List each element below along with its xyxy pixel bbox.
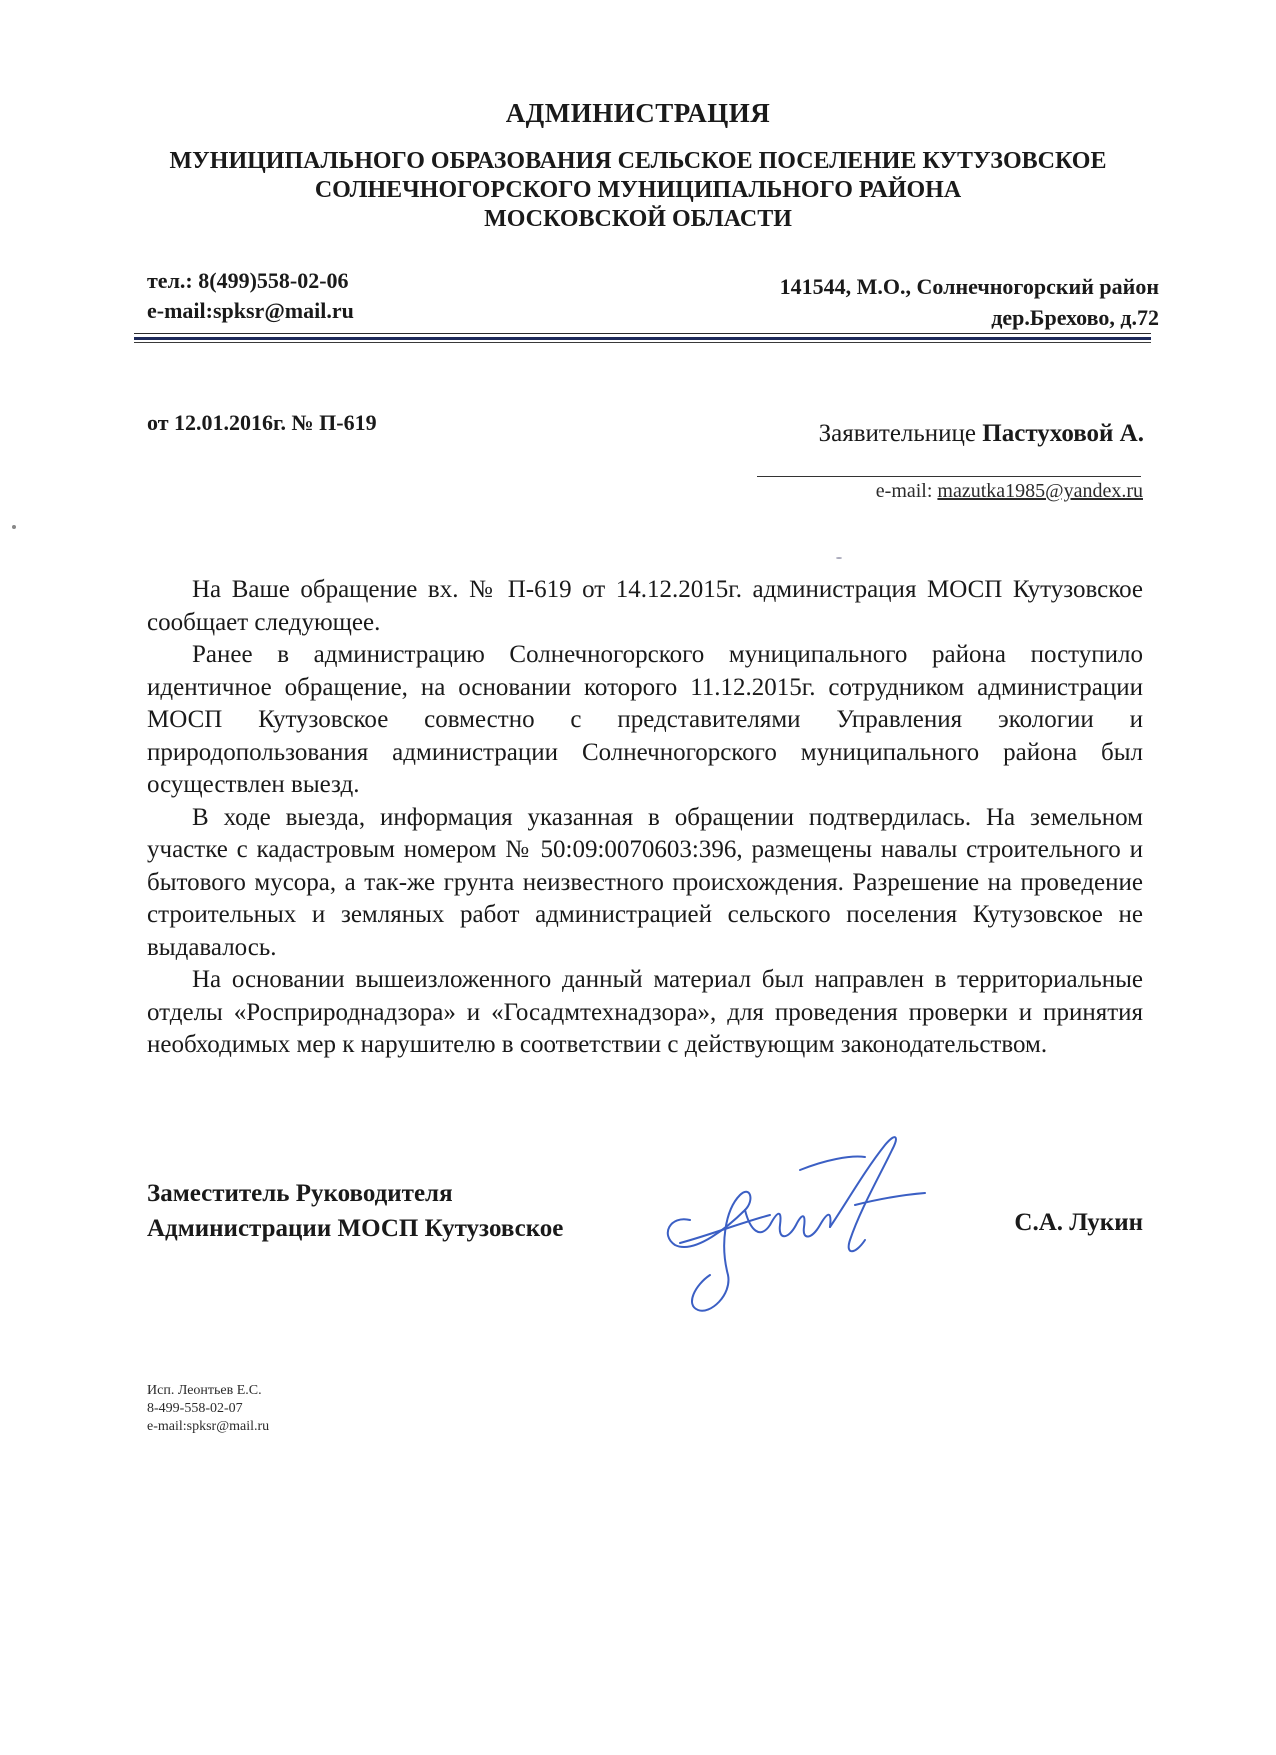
body-paragraph-3: В ходе выезда, информация указанная в обращении подтвердилась. На земельном участке с кадастровым номером № 50:09:0070603:396, размещены навалы строительного и бытового мусора, а так-же грунта неизвестного происхождения. Разрешение на проведение строительных и земляных работ администрацией сельского поселения Кутузовское не выдавалось. [147, 803, 1143, 961]
addressee-email-label: e-mail: [875, 480, 938, 502]
addressee [819, 420, 1144, 448]
letterhead-line-3: МОСКОВСКОЙ ОБЛАСТИ [484, 206, 792, 232]
email-text: e-mail:spksr@mail.ru [147, 298, 354, 323]
handwritten-signature [650, 1115, 950, 1345]
signatory-name: С.А. Лукин [1014, 1209, 1143, 1236]
letterhead-line-2: СОЛНЕЧНОГОРСКОГО МУНИЦИПАЛЬНОГО РАЙОНА [314, 177, 962, 203]
addressee-underline [757, 476, 1141, 477]
signatory-title [147, 1176, 563, 1246]
phone-text: тел.: 8(499)558-02-06 [147, 268, 349, 293]
outgoing-number: от 12.01.2016г. № П-619 [147, 410, 377, 435]
body-paragraph-4: На основании вышеизложенного данный материал был направлен в территориальные отделы «Росприроднадзора» и «Госадмтехнадзора», для проведения проверки и принятия необходимых мер к нарушителю в соответствии с действующим законодательством. [147, 966, 1143, 1058]
address-line-1: 141544, М.О., Солнечногорский район [779, 274, 1159, 299]
executor-block [147, 1382, 269, 1436]
letterhead-title: АДМИНИСТРАЦИЯ [505, 98, 771, 128]
header-divider-top [134, 333, 1151, 334]
signatory-title-line-2: Администрации МОСП Кутузовское [147, 1215, 564, 1242]
address-line-2: дер.Брехово, д.72 [991, 305, 1159, 330]
executor-name: Исп. Леонтьев Е.С. [147, 1383, 262, 1398]
letterhead [0, 98, 1276, 234]
scan-speck [12, 525, 16, 529]
contacts-right [780, 271, 1159, 333]
header-divider-main [134, 337, 1151, 340]
executor-email: e-mail:spksr@mail.ru [147, 1419, 270, 1434]
signatory-title-line-1: Заместитель Руководителя [147, 1180, 453, 1207]
executor-phone: 8-499-558-02-07 [147, 1401, 243, 1416]
addressee-email-link[interactable]: mazutka1985@yandex.ru [937, 480, 1143, 502]
letterhead-line-1: МУНИЦИПАЛЬНОГО ОБРАЗОВАНИЯ СЕЛЬСКОЕ ПОСЕЛЕНИЕ КУТУЗОВСКОЕ [169, 148, 1107, 174]
body-paragraph-2: Ранее в администрацию Солнечногорского муниципального района поступило идентичное обращение, на основании которого 11.12.2015г. сотрудником администрации МОСП Кутузовское совместно с представителями Управления экологии и природопользования администрации Солнечногорского муниципального района был осуществлен выезд. [147, 641, 1143, 798]
header-divider-bottom [134, 342, 1151, 343]
addressee-email-line [876, 480, 1143, 503]
contacts-left [147, 266, 354, 326]
body-paragraph-1: На Ваше обращение вх. № П-619 от 14.12.2015г. администрация МОСП Кутузовское сообщает следующее. [147, 576, 1143, 636]
letter-body [147, 574, 1143, 1062]
addressee-prefix: Заявительнице [818, 420, 983, 447]
scan-speck [836, 557, 842, 559]
addressee-name: Пастуховой А. [982, 420, 1144, 447]
